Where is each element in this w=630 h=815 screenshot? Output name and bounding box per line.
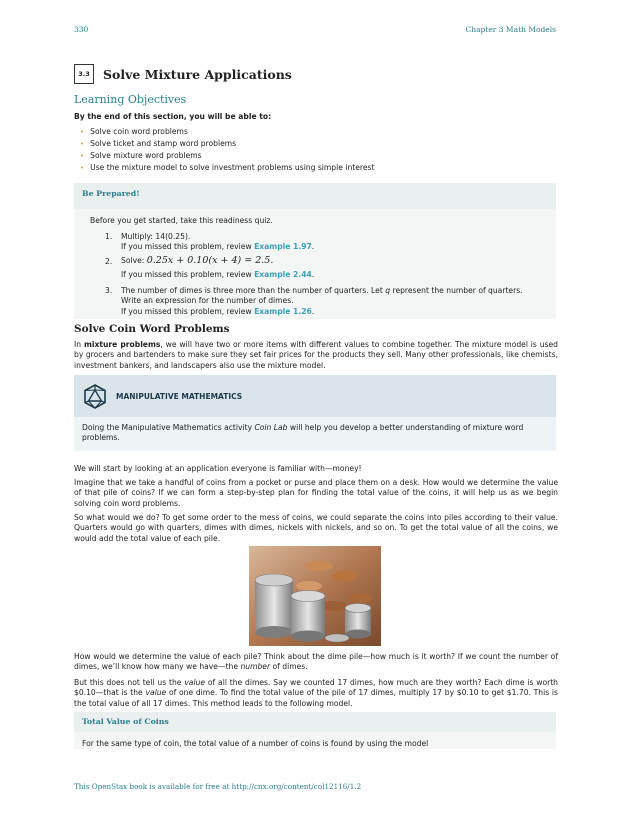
objectives-intro: By the end of this section, you will be able to:	[74, 112, 272, 121]
quiz-item-2: 2.	[105, 257, 113, 266]
quiz-item-1-text: Multiply: 14(0.25). If you missed this problem, review Example 1.97.	[121, 232, 315, 252]
section-title: Solve Mixture Applications	[103, 66, 292, 82]
list-item: • Solve ticket and stamp word problems	[80, 138, 374, 150]
list-item: • Solve mixture word problems	[80, 150, 374, 162]
quiz-item-3: 3.	[105, 286, 113, 295]
be-prepared-intro: Before you get started, take this readiness quiz.	[90, 216, 273, 225]
page-number: 330	[74, 25, 89, 34]
example-link[interactable]: Example 1.26	[254, 306, 312, 316]
paragraph-handful: Imagine that we take a handful of coins from a pocket or purse and place them on a desk. How would we determine the value of that pile of coins? If we can form a step-by-step plan for finding the total value of the coins, it will help us as we begin solving coin word problems.	[74, 478, 558, 508]
paragraph-dime-value: But this does not tell us the value of all the dimes. Say we counted 17 dimes, how much are they worth? Each dime is worth $0.10—that is the value of one dime. To find the total value of the pile of 17 dimes, multiply 17 by $0.10 to get $1.70. This is the total value of all 17 dimes. This method leads to the following model.	[74, 678, 558, 708]
quiz-item-1: 1.	[105, 232, 113, 241]
section-number-box: 3.3	[74, 64, 94, 84]
be-prepared-title: Be Prepared!	[74, 183, 556, 209]
objectives-list	[80, 126, 374, 174]
icosahedron-icon	[83, 384, 107, 409]
total-value-title: Total Value of Coins	[74, 712, 556, 732]
math-equation: 0.25x + 0.10(x + 4) = 2.5.	[146, 255, 274, 266]
coins-photo	[249, 546, 381, 646]
footer-license: This OpenStax book is available for free at http://cnx.org/content/col12116/1.2	[74, 782, 362, 791]
manipulative-math-header	[74, 375, 556, 417]
example-link[interactable]: Example 1.97	[254, 242, 312, 252]
manipulative-math-label: MANIPULATIVE MATHEMATICS	[116, 392, 243, 401]
learning-objectives-heading: Learning Objectives	[74, 93, 187, 106]
total-value-text: For the same type of coin, the total value of a number of coins is found by using the model	[82, 739, 429, 748]
manipulative-math-body: Doing the Manipulative Mathematics activity Coin Lab will help you develop a better understanding of mixture word problems.	[74, 417, 556, 451]
activity-name: Coin Lab	[254, 423, 288, 432]
list-item: • Solve coin word problems	[80, 126, 374, 138]
quiz-item-2-text: Solve: 0.25x + 0.10(x + 4) = 2.5. If you missed this problem, review Example 2.44.	[121, 255, 315, 279]
list-item: • Use the mixture model to solve investment problems using simple interest	[80, 162, 374, 174]
paragraph-separate: So what would we do? To get some order to the mess of coins, we could separate the coins into piles according to their value. Quarters would go with quarters, dimes with dimes, nickels with nickels, and so on. To get the total value of all the coins, we would add the total value of each pile.	[74, 513, 558, 543]
section-heading	[74, 64, 292, 84]
coin-section-heading: Solve Coin Word Problems	[74, 323, 230, 335]
paragraph-mixture-intro: In mixture problems, we will have two or more items with different values to combine together. The mixture model is used by grocers and bartenders to make sure they set fair prices for the products they sell. Many other professionals, like chemists, investment bankers, and landscapers also use the mixture model.	[74, 340, 558, 370]
chapter-title: Chapter 3 Math Models	[465, 25, 556, 34]
example-link[interactable]: Example 2.44	[254, 270, 312, 279]
quiz-item-3-text: The number of dimes is three more than the number of quarters. Let q represent the number of quarters. Write an expression for the number of dimes. If you missed this problem, review Example 1.26.	[121, 286, 523, 316]
paragraph-dime-pile: How would we determine the value of each pile? Think about the dime pile—how much is it worth? If we count the number of dimes, we’ll know how many we have—the number of dimes.	[74, 652, 558, 672]
paragraph-money: We will start by looking at an application everyone is familiar with—money!	[74, 464, 362, 473]
